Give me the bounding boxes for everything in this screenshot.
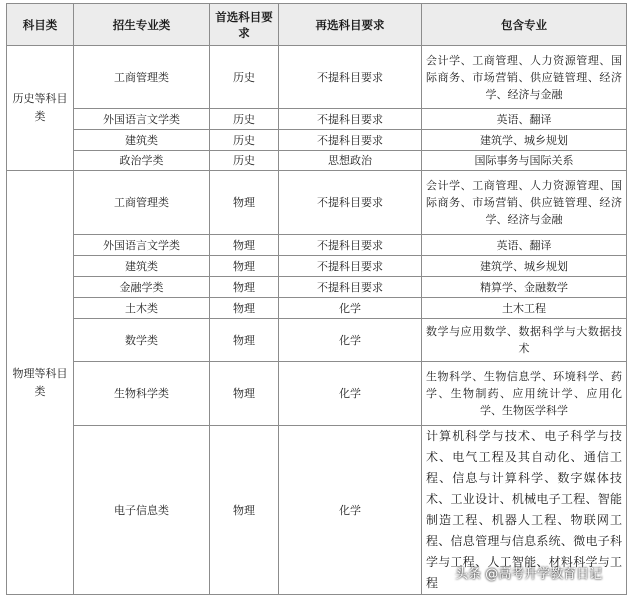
table-row [7, 256, 627, 277]
included-majors-cell: 国际事务与国际关系 [422, 151, 627, 171]
header-included-majors: 包含专业 [422, 4, 627, 46]
table-row [7, 277, 627, 298]
major-class-cell: 政治学类 [74, 151, 210, 171]
major-class-cell: 工商管理类 [74, 171, 210, 235]
included-majors-cell: 计算机科学与技术、电子科学与技术、电气工程及其自动化、通信工程、信息与计算科学、数字媒体技术、工业设计、机械电子工程、智能制造工程、机器人工程、物联网工程、信息管理与信息系统、微电子科学与工程、人工智能、材料科学与工程 [422, 426, 627, 595]
category-cell-physics: 物理等科目类 [7, 171, 74, 595]
major-class-cell: 电子信息类 [74, 426, 210, 595]
second-subject-cell: 不提科目要求 [279, 235, 422, 256]
second-subject-cell: 化学 [279, 298, 422, 319]
first-subject-cell: 物理 [210, 319, 279, 362]
major-class-cell: 建筑类 [74, 256, 210, 277]
first-subject-cell: 历史 [210, 109, 279, 130]
table-row [7, 171, 627, 235]
included-majors-cell: 英语、翻译 [422, 235, 627, 256]
header-second-subject: 再选科目要求 [279, 4, 422, 46]
second-subject-cell: 不提科目要求 [279, 256, 422, 277]
second-subject-cell: 化学 [279, 426, 422, 595]
admission-requirements-table [6, 3, 627, 595]
included-majors-cell: 数学与应用数学、数据科学与大数据技术 [422, 319, 627, 362]
table-row [7, 235, 627, 256]
first-subject-cell: 历史 [210, 46, 279, 109]
category-cell-history: 历史等科目类 [7, 46, 74, 171]
first-subject-cell: 物理 [210, 256, 279, 277]
second-subject-cell: 不提科目要求 [279, 46, 422, 109]
included-majors-cell: 土木工程 [422, 298, 627, 319]
header-first-subject: 首选科目要求 [210, 4, 279, 46]
major-class-cell: 数学类 [74, 319, 210, 362]
table-row [7, 362, 627, 426]
first-subject-cell: 物理 [210, 298, 279, 319]
admission-table-wrapper [6, 3, 627, 595]
second-subject-cell: 不提科目要求 [279, 130, 422, 151]
second-subject-cell: 化学 [279, 362, 422, 426]
included-majors-cell: 建筑学、城乡规划 [422, 256, 627, 277]
second-subject-cell: 不提科目要求 [279, 277, 422, 298]
first-subject-cell: 物理 [210, 235, 279, 256]
included-majors-cell: 会计学、工商管理、人力资源管理、国际商务、市场营销、供应链管理、经济学、经济与金融 [422, 171, 627, 235]
included-majors-cell: 生物科学、生物信息学、环境科学、药学、生物制药、应用统计学、应用化学、生物医学科学 [422, 362, 627, 426]
second-subject-cell: 不提科目要求 [279, 171, 422, 235]
major-class-cell: 外国语言文学类 [74, 235, 210, 256]
included-majors-cell: 英语、翻译 [422, 109, 627, 130]
table-row [7, 151, 627, 171]
included-majors-cell: 建筑学、城乡规划 [422, 130, 627, 151]
table-row [7, 46, 627, 109]
header-major-class: 招生专业类 [74, 4, 210, 46]
second-subject-cell: 不提科目要求 [279, 109, 422, 130]
second-subject-cell: 化学 [279, 319, 422, 362]
first-subject-cell: 物理 [210, 171, 279, 235]
table-row [7, 298, 627, 319]
watermark-text: 头条 @高考升学教育日记 [455, 567, 603, 582]
first-subject-cell: 物理 [210, 362, 279, 426]
table-row [7, 109, 627, 130]
major-class-cell: 外国语言文学类 [74, 109, 210, 130]
second-subject-cell: 思想政治 [279, 151, 422, 171]
first-subject-cell: 历史 [210, 130, 279, 151]
included-majors-cell: 精算学、金融数学 [422, 277, 627, 298]
first-subject-cell: 物理 [210, 426, 279, 595]
table-row [7, 319, 627, 362]
major-class-cell: 建筑类 [74, 130, 210, 151]
major-class-cell: 工商管理类 [74, 46, 210, 109]
table-row [7, 130, 627, 151]
first-subject-cell: 物理 [210, 277, 279, 298]
major-class-cell: 金融学类 [74, 277, 210, 298]
table-header-row [7, 4, 627, 46]
major-class-cell: 生物科学类 [74, 362, 210, 426]
first-subject-cell: 历史 [210, 151, 279, 171]
major-class-cell: 土木类 [74, 298, 210, 319]
header-category: 科目类 [7, 4, 74, 46]
included-majors-cell: 会计学、工商管理、人力资源管理、国际商务、市场营销、供应链管理、经济学、经济与金融 [422, 46, 627, 109]
